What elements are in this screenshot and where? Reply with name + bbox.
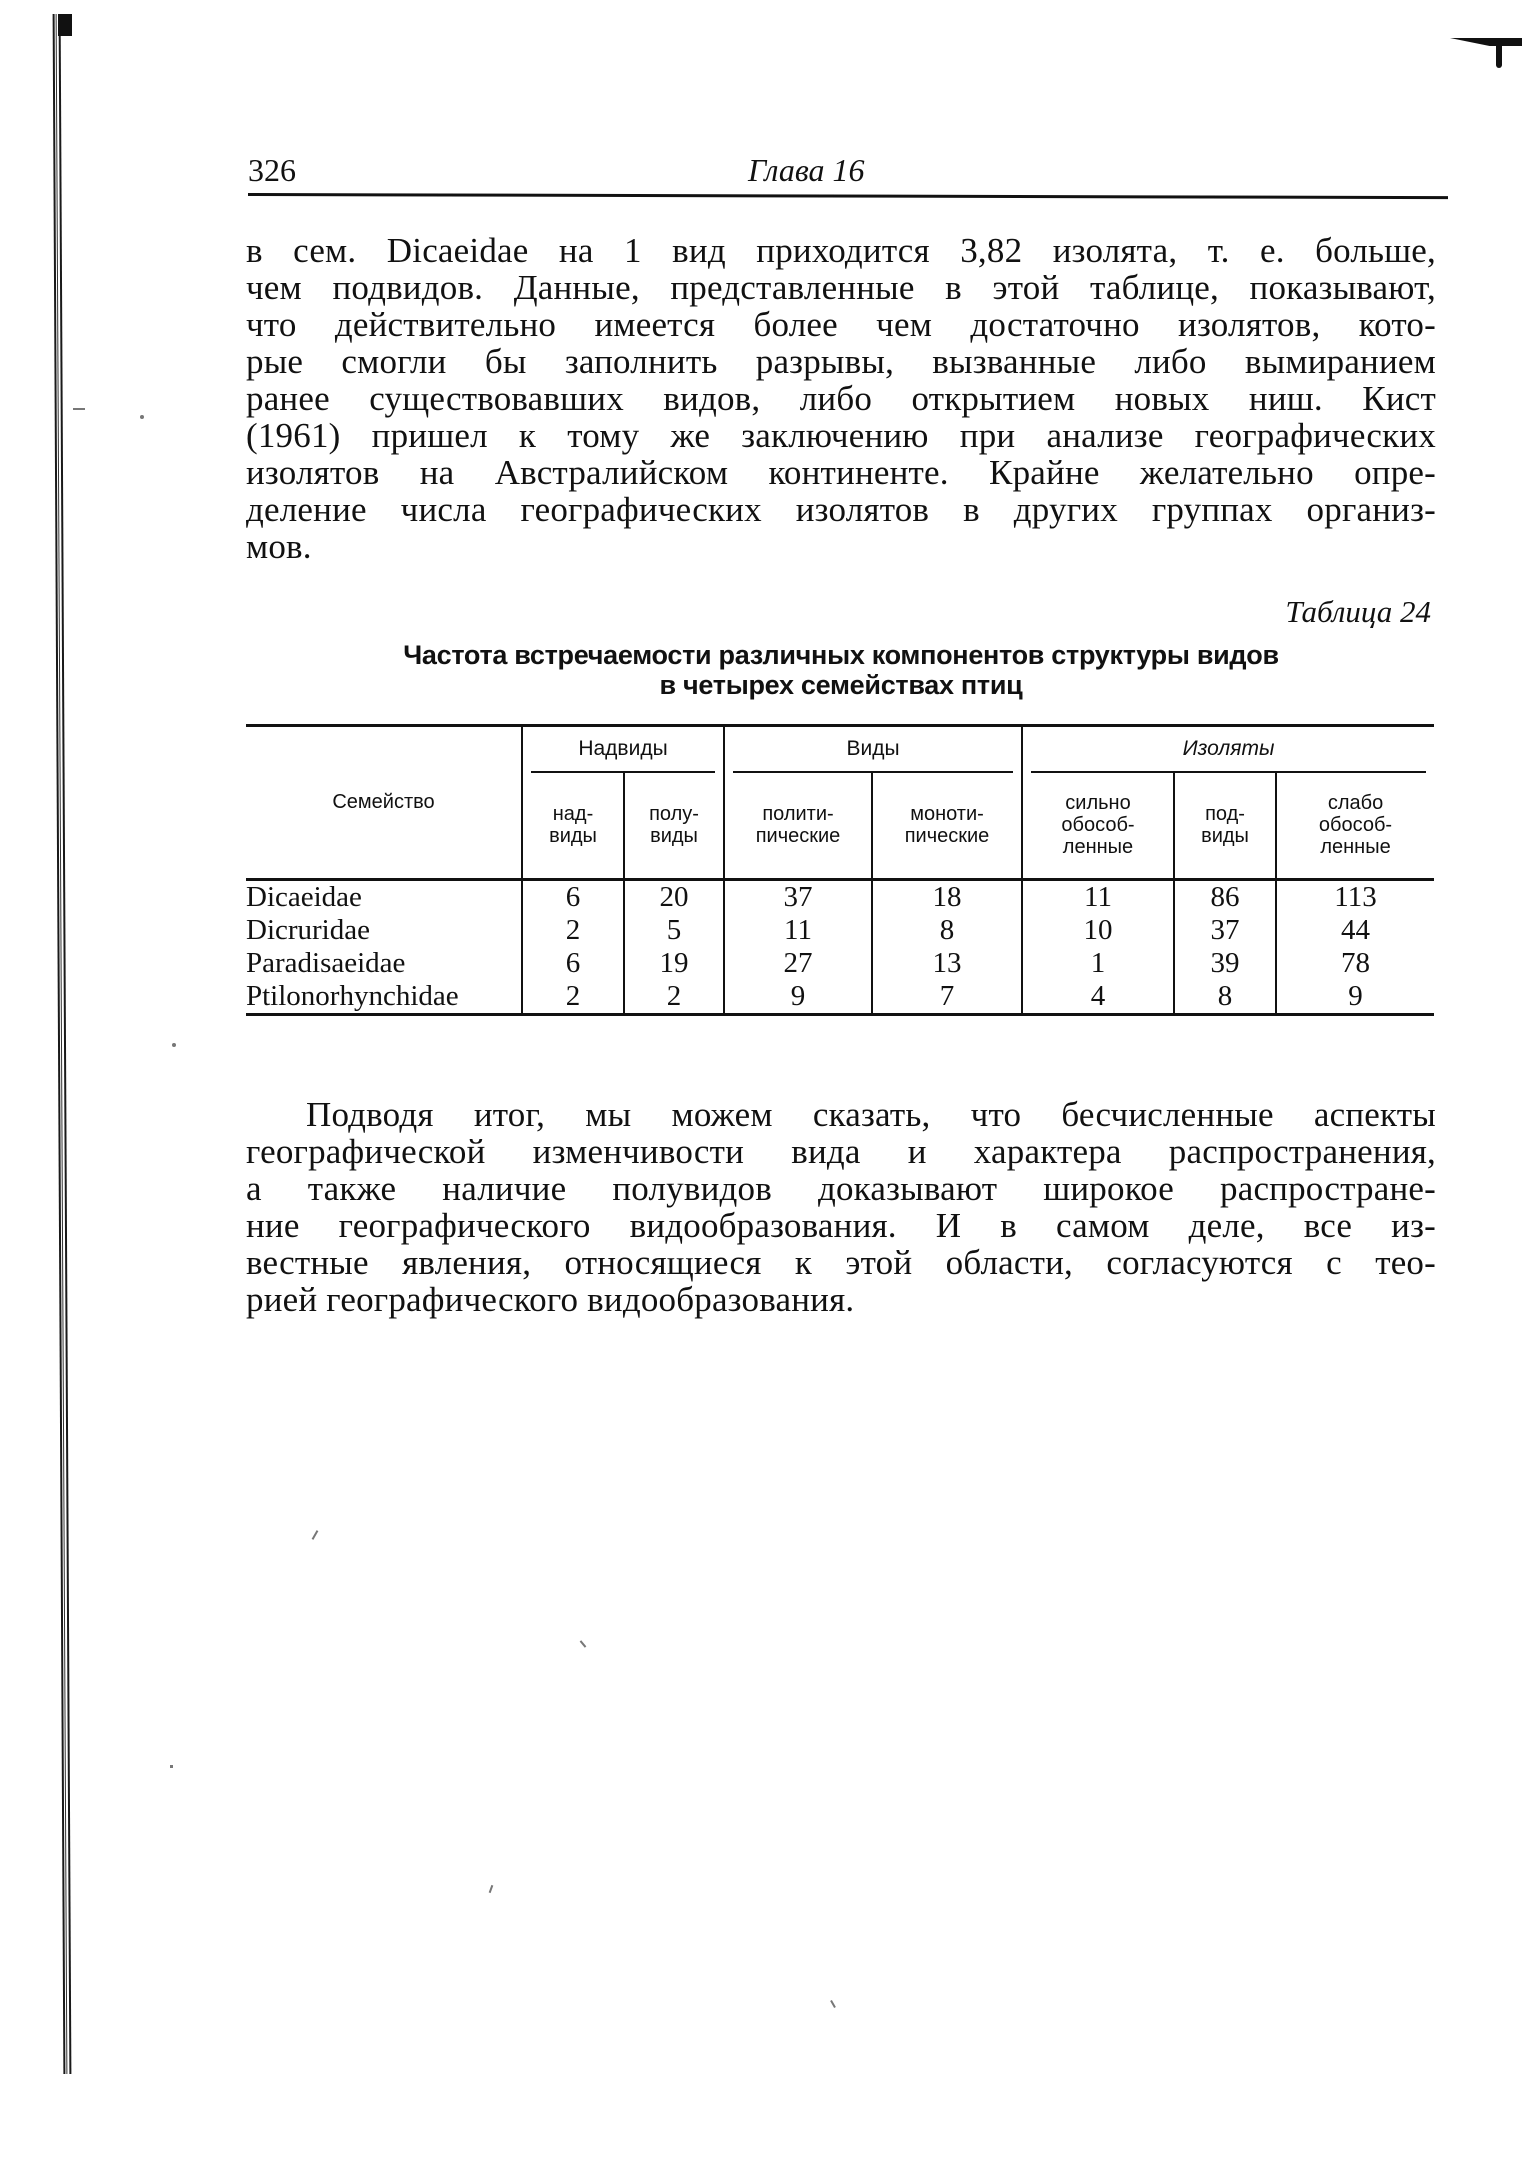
- table-cell: 8: [939, 913, 955, 946]
- scan-corner-mark: [58, 14, 72, 36]
- table-cell: 13: [932, 946, 962, 979]
- header-line: виды: [549, 825, 597, 848]
- table-cell: 27: [783, 946, 813, 979]
- text-line: деление числа географических изолятов в других группах организ-: [246, 490, 1436, 529]
- text-line: чем подвидов. Данные, представленные в этой таблице, показывают,: [246, 268, 1436, 307]
- table-cell: 2: [565, 979, 581, 1012]
- family-column: [246, 879, 522, 1014]
- table-cell: 7: [939, 979, 955, 1012]
- group-header-superspecies: [522, 726, 724, 774]
- group-header-label: Виды: [733, 727, 1013, 773]
- column-header-semispecies: [624, 773, 724, 879]
- table-cell: 5: [666, 913, 682, 946]
- scan-corner-mark-right: [1450, 38, 1522, 46]
- values-strongly-isolated: [1022, 879, 1174, 1014]
- text-line: ранее существовавших видов, либо открытием новых ниш. Кист: [246, 379, 1436, 418]
- column-header-label: Семейство: [332, 791, 435, 814]
- table-cell: 1: [1090, 946, 1106, 979]
- table-cell: 78: [1341, 946, 1371, 979]
- values-superspecies: [522, 879, 624, 1014]
- values-weakly-isolated: [1276, 879, 1434, 1014]
- header-line: ленные: [1320, 836, 1391, 859]
- table-cell: 37: [783, 880, 813, 913]
- values-polytypic: [724, 879, 872, 1014]
- text-line: ние географического видообразования. И в самом деле, все из-: [246, 1206, 1436, 1245]
- header-line: слабо: [1327, 792, 1384, 815]
- group-header-label: Изоляты: [1031, 727, 1426, 773]
- values-monotypic: [872, 879, 1022, 1014]
- values-semispecies: [624, 879, 724, 1014]
- table-cell: 113: [1334, 880, 1377, 913]
- header-line: обособ-: [1318, 814, 1393, 837]
- header-line: пические: [755, 825, 841, 848]
- table-number-label: Таблица 24: [1285, 594, 1431, 629]
- header-line: пические: [904, 825, 990, 848]
- table-cell: 11: [1084, 880, 1112, 913]
- body-paragraph-2: [246, 1096, 1436, 1318]
- column-header-strongly-isolated: [1022, 773, 1174, 879]
- text-line: вестные явления, относящиеся к этой области, согласуются с тео-: [246, 1243, 1436, 1282]
- header-line: обособ-: [1061, 814, 1135, 837]
- family-name: Dicruridae: [246, 913, 370, 946]
- values-subspecies: [1174, 879, 1276, 1014]
- scan-speck: [830, 2000, 836, 2008]
- text-line: рией географического видообразования.: [246, 1280, 855, 1319]
- family-name: Ptilonorhynchidae: [246, 979, 459, 1012]
- header-line: виды: [1201, 825, 1249, 848]
- family-name: Dicaeidae: [246, 880, 362, 913]
- scan-speck: [170, 1765, 173, 1768]
- header-line: полити-: [762, 803, 834, 826]
- table-cell: 10: [1083, 913, 1113, 946]
- table-cell: 8: [1217, 979, 1233, 1012]
- body-paragraph-1: [246, 232, 1436, 565]
- column-header-weakly-isolated: [1276, 773, 1434, 879]
- header-line: ленные: [1062, 836, 1134, 859]
- group-header-species: [724, 726, 1022, 774]
- header-line: сильно: [1065, 792, 1131, 815]
- table-cell: 37: [1210, 913, 1240, 946]
- table-cell: 4: [1090, 979, 1106, 1012]
- text-line: рые смогли бы заполнить разрывы, вызванные либо вымиранием: [246, 342, 1436, 381]
- table-caption: [246, 640, 1436, 700]
- table-cell: 19: [659, 946, 689, 979]
- column-header-monotypic: [872, 773, 1022, 879]
- text-line: мов.: [246, 527, 312, 566]
- table-caption-line: Частота встречаемости различных компонентов структуры видов: [403, 640, 1279, 670]
- text-line: что действительно имеется более чем достаточно изолятов, кото-: [246, 305, 1436, 344]
- scan-speck: [140, 415, 144, 419]
- scan-speck: [172, 1043, 176, 1047]
- column-header-polytypic: [724, 773, 872, 879]
- text-line: географической изменчивости вида и характера распространения,: [246, 1132, 1436, 1171]
- scan-binding-edge: [53, 14, 72, 2074]
- scan-speck: [312, 1530, 319, 1540]
- text-line: Подводя итог, мы можем сказать, что бесчисленные аспекты: [306, 1095, 1436, 1134]
- header-line: под-: [1205, 803, 1245, 826]
- page-number: 326: [248, 152, 296, 188]
- table-cell: 2: [565, 913, 581, 946]
- table-cell: 39: [1210, 946, 1240, 979]
- scan-speck: [580, 1640, 587, 1647]
- family-name: Paradisaeidae: [246, 946, 406, 979]
- header-line: над-: [552, 803, 594, 826]
- table-cell: 9: [790, 979, 806, 1012]
- table-body-row: [246, 879, 1434, 1014]
- column-header-family: [246, 726, 522, 880]
- chapter-title: Глава 16: [748, 152, 865, 188]
- header-line: моноти-: [910, 803, 984, 826]
- header-line: виды: [650, 825, 698, 848]
- column-header-subspecies: [1174, 773, 1276, 879]
- text-line: изолятов на Австралийском континенте. Крайне желательно опре-: [246, 453, 1436, 492]
- table-cell: 6: [565, 880, 581, 913]
- group-header-label: Надвиды: [531, 727, 715, 773]
- table-cell: 18: [932, 880, 962, 913]
- table-cell: 11: [784, 913, 812, 946]
- table-cell: 9: [1348, 979, 1363, 1012]
- table-caption-line: в четырех семействах птиц: [659, 670, 1023, 700]
- group-header-isolates: [1022, 726, 1434, 774]
- text-line: в сем. Dicaeidae на 1 вид приходится 3,82 изолята, т. е. больше,: [246, 231, 1436, 270]
- text-line: а также наличие полувидов доказывают широкое распростране-: [246, 1169, 1436, 1208]
- table-cell: 86: [1210, 880, 1240, 913]
- running-header: [248, 148, 1438, 196]
- column-header-superspecies: [522, 773, 624, 879]
- table-cell: 6: [565, 946, 581, 979]
- table-cell: 20: [659, 880, 689, 913]
- header-line: полу-: [649, 803, 699, 826]
- scan-speck: [489, 1885, 494, 1893]
- scan-corner-mark-right-tail: [1496, 40, 1502, 68]
- table-cell: 44: [1341, 913, 1371, 946]
- text-line: (1961) пришел к тому же заключению при анализе географических: [246, 416, 1436, 455]
- scan-speck: [73, 408, 85, 410]
- table-cell: 2: [666, 979, 682, 1012]
- data-table: [246, 724, 1434, 1016]
